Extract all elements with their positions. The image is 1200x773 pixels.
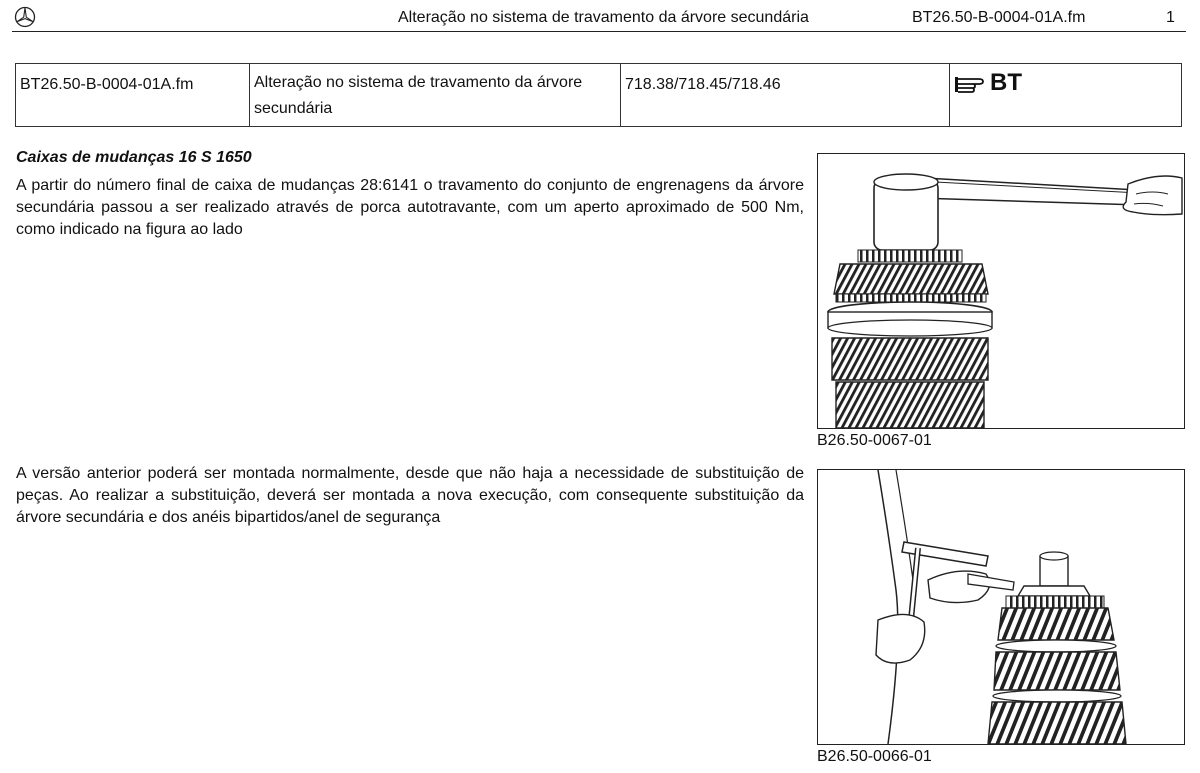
paragraph-previous-version: A versão anterior poderá ser montada normalmente, desde que não haja a necessidade de substituição de peças. Ao realizar a substituição, deverá ser montada a nova execução, com consequente substituição da árvore secundária e dos anéis bipartidos/anel de segurança <box>16 465 804 526</box>
paragraph-new-locking: A partir do número final de caixa de mudanças 28:6141 o travamento do conjunto de engrenagens da árvore secundária passou a ser realizado através de porca autotravante, com um aperto aproximado de 500 Nm, como indicado na figura ao lado <box>16 177 804 238</box>
header-title: Alteração no sistema de travamento da árvore secundária <box>398 9 809 26</box>
figure-previous-version <box>817 469 1185 745</box>
page-number: 1 <box>1166 9 1175 26</box>
pointing-hand-icon <box>954 74 986 94</box>
subject-cell: Alteração no sistema de travamento da árvore secundária <box>250 64 621 127</box>
figure-caption: B26.50-0067-01 <box>817 432 932 449</box>
section-title: Caixas de mudanças 16 S 1650 <box>16 149 252 166</box>
figure-nut-tightening <box>817 153 1185 429</box>
mercedes-star-icon <box>14 6 36 28</box>
header-divider <box>12 31 1186 32</box>
header-file-name: BT26.50-B-0004-01A.fm <box>912 9 1086 26</box>
gear-shaft-wrench-illustration <box>818 154 1184 428</box>
document-info-table <box>15 63 1182 127</box>
hammer-chisel-gear-illustration <box>818 470 1184 744</box>
doc-id-cell: BT26.50-B-0004-01A.fm <box>16 64 250 127</box>
table-row <box>16 64 1182 127</box>
bt-label: BT <box>990 69 1022 96</box>
bt-cell <box>950 64 1182 127</box>
models-cell: 718.38/718.45/718.46 <box>621 64 950 127</box>
figure-caption: B26.50-0066-01 <box>817 748 932 765</box>
